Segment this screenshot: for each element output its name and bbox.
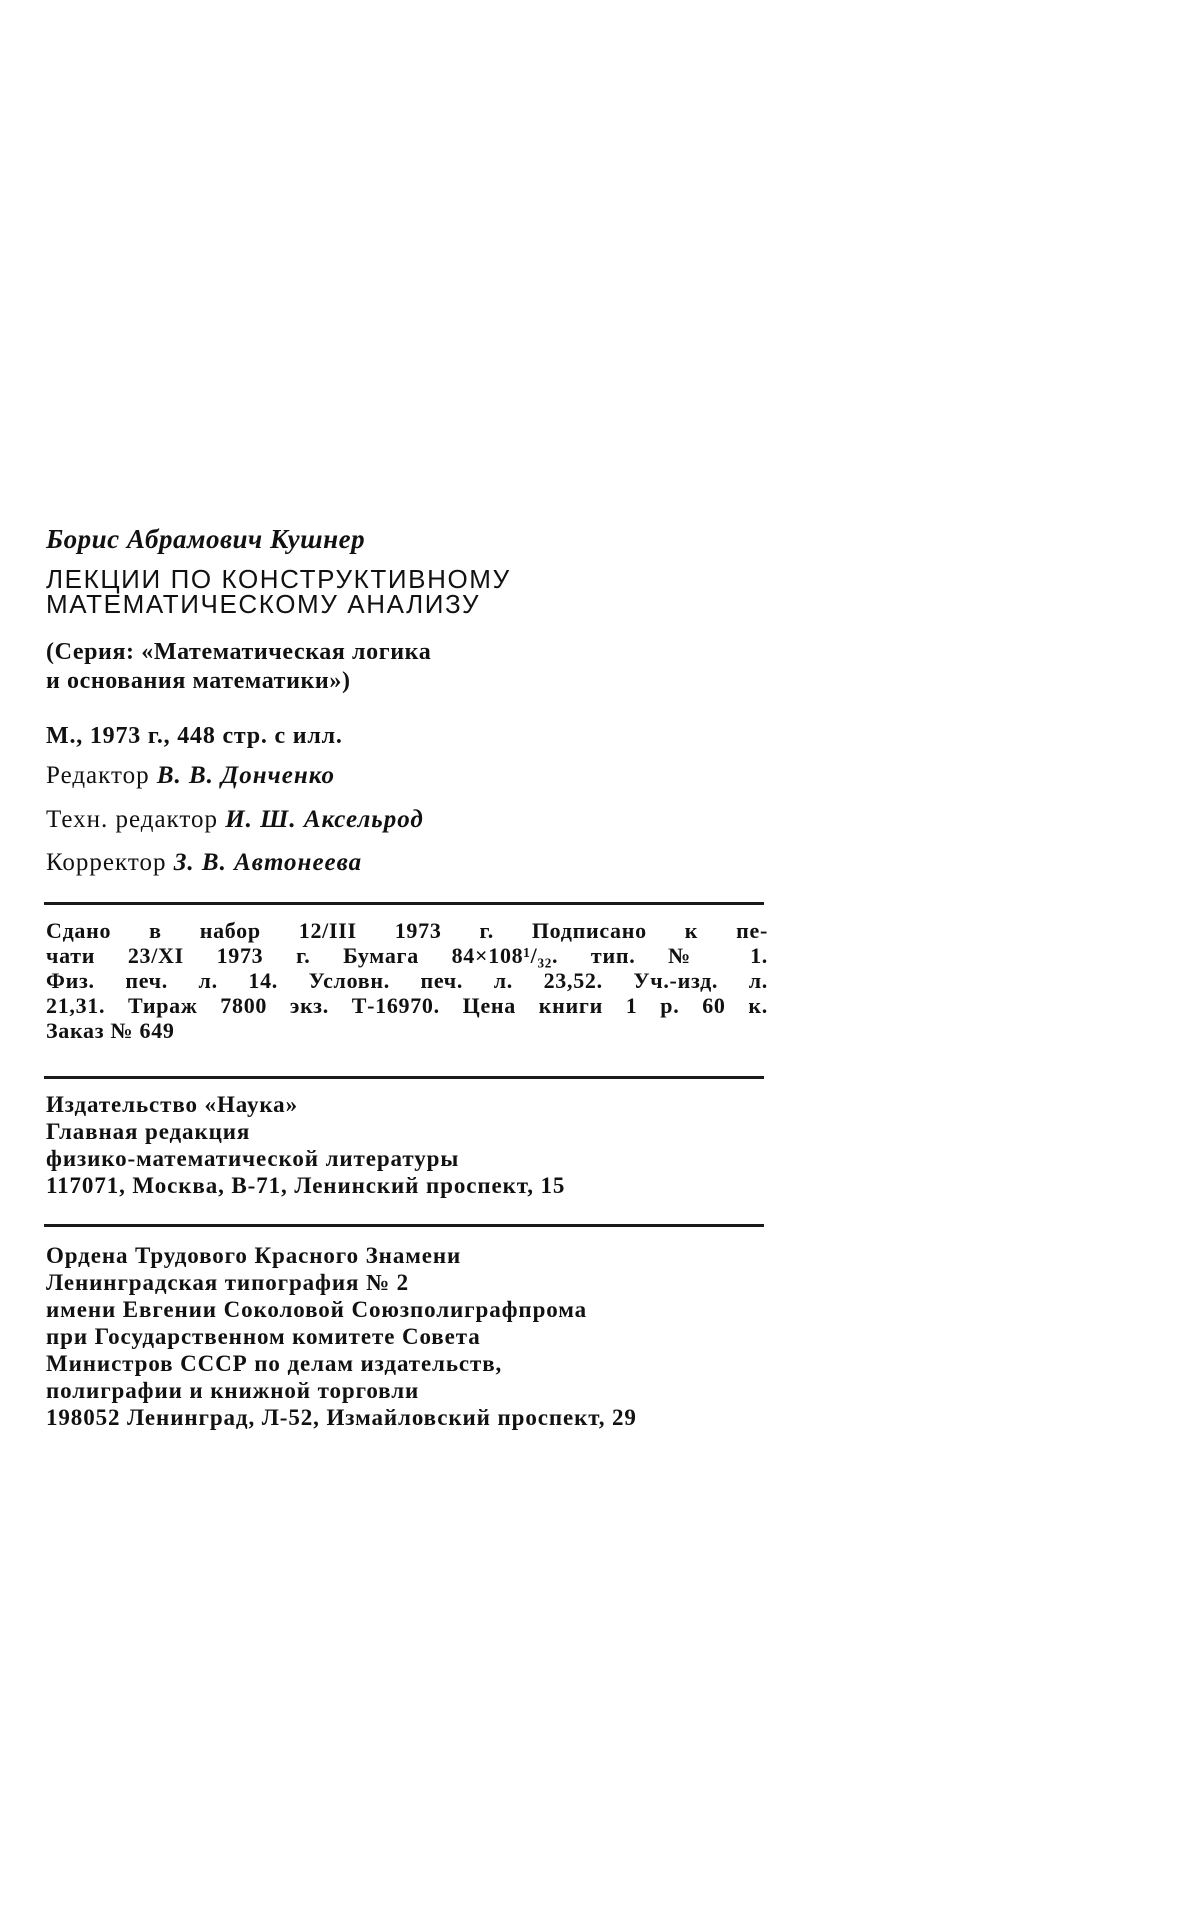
publisher-line-4: 117071, Москва, В-71, Ленинский проспект, 15 (46, 1173, 566, 1198)
printer-line-2: Ленинградская типография № 2 (46, 1270, 410, 1295)
print-info-line-2: чати 23/XI 1973 г. Бумага 84×108¹/₃₂. тип. № 1. (46, 943, 768, 968)
divider-rule (44, 1076, 764, 1079)
printer-line-4: при Государственном комитете Совета (46, 1324, 481, 1349)
printer-line-6: полиграфии и книжной торговли (46, 1378, 420, 1403)
print-info-line-5: Заказ № 649 (46, 1018, 175, 1043)
editor-role: Редактор (46, 762, 150, 789)
print-info-line-4: 21,31. Тираж 7800 экз. Т-16970. Цена книги 1 р. 60 к. (46, 993, 768, 1018)
series-note-line-2: и основания математики») (46, 668, 351, 694)
corrector-credit (46, 849, 362, 877)
printer-line-7: 198052 Ленинград, Л-52, Измайловский проспект, 29 (46, 1405, 637, 1430)
corrector-role: Корректор (46, 849, 167, 876)
series-note (46, 638, 766, 696)
print-info (46, 918, 768, 1043)
print-info-line-3: Физ. печ. л. 14. Условн. печ. л. 23,52. Уч.-изд. л. (46, 968, 768, 993)
editor-name: В. В. Донченко (156, 762, 335, 789)
author-name: Борис Абрамович Кушнер (46, 524, 366, 554)
publisher-line-1: Издательство «Наука» (46, 1092, 298, 1117)
imprint-line: М., 1973 г., 448 стр. с илл. (46, 723, 343, 749)
corrector-name: З. В. Автонеева (173, 849, 363, 876)
publisher-line-2: Главная редакция (46, 1119, 251, 1144)
tech-editor-name: И. Ш. Аксельрод (225, 806, 424, 833)
divider-rule (44, 902, 764, 905)
divider-rule (44, 1224, 764, 1227)
publisher-line-3: физико-математической литературы (46, 1146, 460, 1171)
series-note-line-1: (Серия: «Математическая логика (46, 639, 432, 665)
print-info-line-1: Сдано в набор 12/III 1973 г. Подписано к пе- (46, 918, 768, 943)
book-title-line-2: МАТЕМАТИЧЕСКОМУ АНАЛИЗУ (46, 589, 481, 619)
printer-line-1: Ордена Трудового Красного Знамени (46, 1243, 462, 1268)
editor-credit (46, 762, 335, 790)
tech-editor-role: Техн. редактор (46, 806, 218, 833)
book-title-line-1: ЛЕКЦИИ ПО КОНСТРУКТИВНОМУ (46, 564, 511, 594)
book-title (46, 564, 766, 619)
printer-line-3: имени Евгении Соколовой Союзполиграфпрома (46, 1297, 588, 1322)
printer-info (46, 1242, 766, 1431)
tech-editor-credit (46, 806, 424, 834)
printer-line-5: Министров СССР по делам издательств, (46, 1351, 503, 1376)
publisher-info (46, 1091, 766, 1199)
